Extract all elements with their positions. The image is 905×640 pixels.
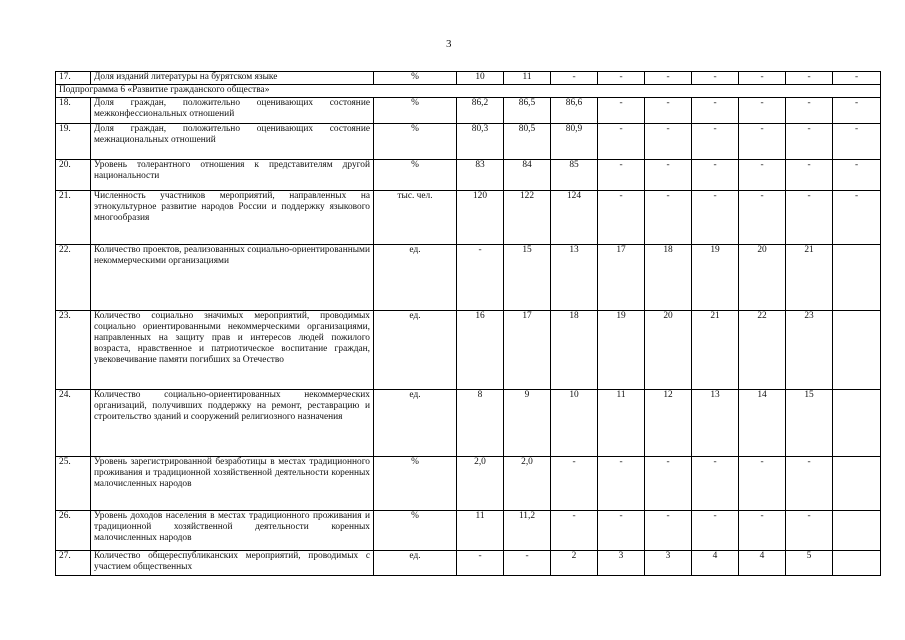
value-cell: -: [551, 511, 598, 551]
unit-cell: ед.: [374, 390, 457, 457]
value-cell: -: [692, 191, 739, 245]
value-cell: 86,6: [551, 98, 598, 124]
value-cell: 14: [739, 390, 786, 457]
value-cell: -: [598, 191, 645, 245]
value-cell: 12: [645, 390, 692, 457]
row-number: 18.: [56, 98, 91, 124]
indicator-name: Доля граждан, положительно оценивающих состояние межнациональных отношений: [91, 124, 374, 160]
value-cell: 10: [457, 72, 504, 85]
value-cell: [833, 245, 881, 311]
value-cell: 3: [598, 551, 645, 576]
value-cell: -: [598, 98, 645, 124]
value-cell: -: [551, 72, 598, 85]
value-cell: 19: [692, 245, 739, 311]
value-cell: 11: [504, 72, 551, 85]
table-row: [56, 457, 881, 511]
value-cell: -: [739, 160, 786, 191]
table-row: [56, 245, 881, 311]
value-cell: -: [739, 511, 786, 551]
value-cell: 19: [598, 311, 645, 390]
table-row: [56, 124, 881, 160]
value-cell: -: [833, 72, 881, 85]
value-cell: -: [786, 191, 833, 245]
page-number: 3: [446, 38, 452, 50]
value-cell: -: [645, 72, 692, 85]
value-cell: 18: [645, 245, 692, 311]
value-cell: -: [692, 160, 739, 191]
value-cell: 11,2: [504, 511, 551, 551]
row-number: 21.: [56, 191, 91, 245]
value-cell: 122: [504, 191, 551, 245]
value-cell: -: [551, 457, 598, 511]
table-row: [56, 390, 881, 457]
value-cell: 23: [786, 311, 833, 390]
value-cell: 20: [645, 311, 692, 390]
value-cell: 17: [598, 245, 645, 311]
value-cell: 13: [551, 245, 598, 311]
table-row: [56, 160, 881, 191]
value-cell: [833, 390, 881, 457]
indicator-name: Уровень толерантного отношения к представителям другой национальности: [91, 160, 374, 191]
value-cell: 13: [692, 390, 739, 457]
value-cell: -: [457, 245, 504, 311]
value-cell: -: [504, 551, 551, 576]
value-cell: -: [598, 457, 645, 511]
value-cell: -: [645, 98, 692, 124]
indicator-name: Уровень зарегистрированной безработицы в местах традиционного проживания и традиционной хозяйственной деятельности коренных малочисленных народов: [91, 457, 374, 511]
value-cell: [833, 457, 881, 511]
value-cell: 86,2: [457, 98, 504, 124]
value-cell: -: [692, 98, 739, 124]
value-cell: 10: [551, 390, 598, 457]
value-cell: 21: [786, 245, 833, 311]
value-cell: 4: [739, 551, 786, 576]
unit-cell: %: [374, 457, 457, 511]
indicator-name: Количество проектов, реализованных социально-ориентированными некоммерческими организациями: [91, 245, 374, 311]
indicator-name: Численность участников мероприятий, направленных на этнокультурное развитие народов России и поддержку языкового многообразия: [91, 191, 374, 245]
indicator-name: Количество общереспубликанских мероприятий, проводимых с участием общественных: [91, 551, 374, 576]
value-cell: 21: [692, 311, 739, 390]
value-cell: 83: [457, 160, 504, 191]
value-cell: 18: [551, 311, 598, 390]
table-row: [56, 511, 881, 551]
value-cell: 5: [786, 551, 833, 576]
value-cell: 20: [739, 245, 786, 311]
value-cell: -: [786, 72, 833, 85]
row-number: 19.: [56, 124, 91, 160]
value-cell: 80,5: [504, 124, 551, 160]
value-cell: -: [692, 124, 739, 160]
value-cell: -: [739, 98, 786, 124]
value-cell: 84: [504, 160, 551, 191]
unit-cell: %: [374, 511, 457, 551]
value-cell: -: [786, 511, 833, 551]
value-cell: -: [598, 160, 645, 191]
unit-cell: %: [374, 160, 457, 191]
table-row: [56, 72, 881, 85]
value-cell: -: [645, 124, 692, 160]
value-cell: -: [692, 72, 739, 85]
value-cell: 2: [551, 551, 598, 576]
value-cell: 11: [457, 511, 504, 551]
row-number: 25.: [56, 457, 91, 511]
value-cell: -: [739, 124, 786, 160]
indicator-name: Количество социально значимых мероприятий, проводимых социально ориентированными некоммерческими организациями, направленных на защиту прав и интересов людей пожилого возраста, нравственное и патриотическое воспитание граждан, увековечивание памяти погибших за Отечество: [91, 311, 374, 390]
value-cell: 4: [692, 551, 739, 576]
value-cell: -: [645, 160, 692, 191]
row-number: 24.: [56, 390, 91, 457]
value-cell: -: [833, 98, 881, 124]
unit-cell: тыс. чел.: [374, 191, 457, 245]
value-cell: -: [739, 72, 786, 85]
indicators-table: [55, 71, 881, 576]
value-cell: 11: [598, 390, 645, 457]
value-cell: -: [692, 457, 739, 511]
value-cell: 2,0: [457, 457, 504, 511]
table-row: [56, 98, 881, 124]
value-cell: -: [739, 457, 786, 511]
value-cell: 120: [457, 191, 504, 245]
value-cell: -: [786, 98, 833, 124]
row-number: 23.: [56, 311, 91, 390]
value-cell: 15: [504, 245, 551, 311]
value-cell: 80,9: [551, 124, 598, 160]
indicator-name: Уровень доходов населения в местах традиционного проживания и традиционной хозяйственной деятельности коренных малочисленных народов: [91, 511, 374, 551]
value-cell: -: [645, 191, 692, 245]
value-cell: 2,0: [504, 457, 551, 511]
indicator-name: Доля граждан, положительно оценивающих состояние межконфессиональных отношений: [91, 98, 374, 124]
unit-cell: ед.: [374, 311, 457, 390]
value-cell: -: [833, 124, 881, 160]
row-number: 20.: [56, 160, 91, 191]
value-cell: -: [833, 160, 881, 191]
unit-cell: %: [374, 72, 457, 85]
value-cell: 9: [504, 390, 551, 457]
value-cell: 17: [504, 311, 551, 390]
value-cell: -: [692, 511, 739, 551]
value-cell: 85: [551, 160, 598, 191]
value-cell: -: [786, 160, 833, 191]
value-cell: -: [786, 457, 833, 511]
value-cell: -: [786, 124, 833, 160]
value-cell: 16: [457, 311, 504, 390]
section-row: [56, 85, 881, 98]
value-cell: [833, 311, 881, 390]
unit-cell: %: [374, 98, 457, 124]
value-cell: [833, 551, 881, 576]
subprogram-heading: Подпрограмма 6 «Развитие гражданского общества»: [56, 85, 881, 98]
unit-cell: ед.: [374, 551, 457, 576]
value-cell: 22: [739, 311, 786, 390]
value-cell: 3: [645, 551, 692, 576]
row-number: 27.: [56, 551, 91, 576]
indicator-name: Количество социально-ориентированных некоммерческих организаций, получивших поддержку на ремонт, реставрацию и строительство зданий и сооружений религиозного назначения: [91, 390, 374, 457]
value-cell: 8: [457, 390, 504, 457]
row-number: 26.: [56, 511, 91, 551]
value-cell: -: [833, 191, 881, 245]
unit-cell: %: [374, 124, 457, 160]
table-row: [56, 191, 881, 245]
unit-cell: ед.: [374, 245, 457, 311]
value-cell: -: [645, 511, 692, 551]
table-row: [56, 551, 881, 576]
value-cell: 80,3: [457, 124, 504, 160]
row-number: 17.: [56, 72, 91, 85]
row-number: 22.: [56, 245, 91, 311]
value-cell: -: [457, 551, 504, 576]
value-cell: -: [598, 72, 645, 85]
value-cell: -: [598, 511, 645, 551]
value-cell: [833, 511, 881, 551]
value-cell: -: [598, 124, 645, 160]
value-cell: -: [739, 191, 786, 245]
indicator-name: Доля изданий литературы на бурятском языке: [91, 72, 374, 85]
value-cell: -: [645, 457, 692, 511]
value-cell: 124: [551, 191, 598, 245]
value-cell: 86,5: [504, 98, 551, 124]
table-row: [56, 311, 881, 390]
value-cell: 15: [786, 390, 833, 457]
